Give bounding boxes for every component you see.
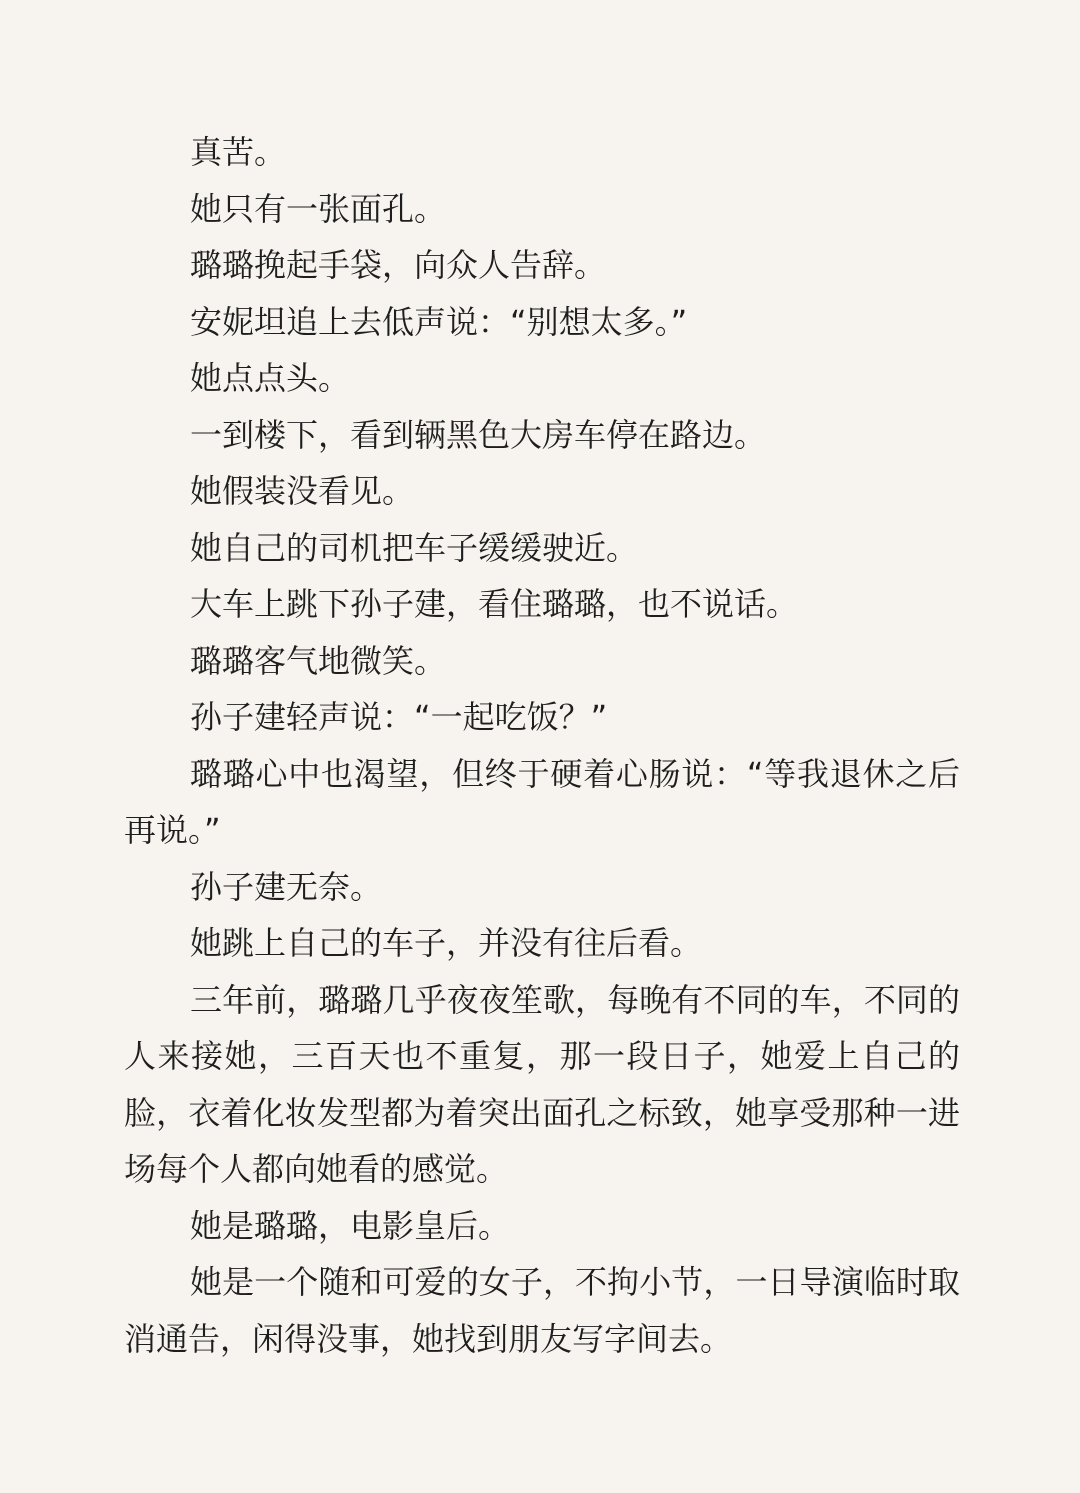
paragraph: 她只有一张面孔。 [190,189,447,228]
paragraph: 她假装没看见。 [190,472,415,510]
paragraph: 她是一个随和可爱的女子，不拘小节，一日导演临时取消通告，闲得没事，她找到朋友写字间去。 [124,1263,960,1358]
paragraph: 大车上跳下孙子建，看住璐璐，也不说话。 [190,585,799,623]
paragraph: 三年前，璐璐几乎夜夜笙歌，每晚有不同的车，不同的人来接她，三百天也不重复，那一段日子，她爱上自己的脸，衣着化妆发型都为着突出面孔之标致，她享受那种一进场每个人都向她看的感觉。 [124,980,960,1188]
book-page-text [124,124,960,1367]
paragraph: 璐璐客气地微笑。 [190,641,447,680]
paragraph: 她自己的司机把车子缓缓驶近。 [190,528,639,567]
paragraph: 孙子建无奈。 [190,867,383,906]
paragraph: 璐璐挽起手袋，向众人告辞。 [190,246,607,284]
paragraph: 真苦。 [190,133,287,171]
paragraph: 璐璐心中也渴望，但终于硬着心肠说：“等我退休之后再说。” [124,754,960,849]
paragraph: 她点点头。 [190,359,351,397]
paragraph: 她跳上自己的车子，并没有往后看。 [190,924,703,962]
paragraph: 孙子建轻声说：“一起吃饭？” [190,698,608,736]
paragraph: 一到楼下，看到辆黑色大房车停在路边。 [190,415,767,454]
paragraph: 安妮坦追上去低声说：“别想太多。” [190,302,688,341]
paragraph: 她是璐璐，电影皇后。 [190,1206,511,1245]
